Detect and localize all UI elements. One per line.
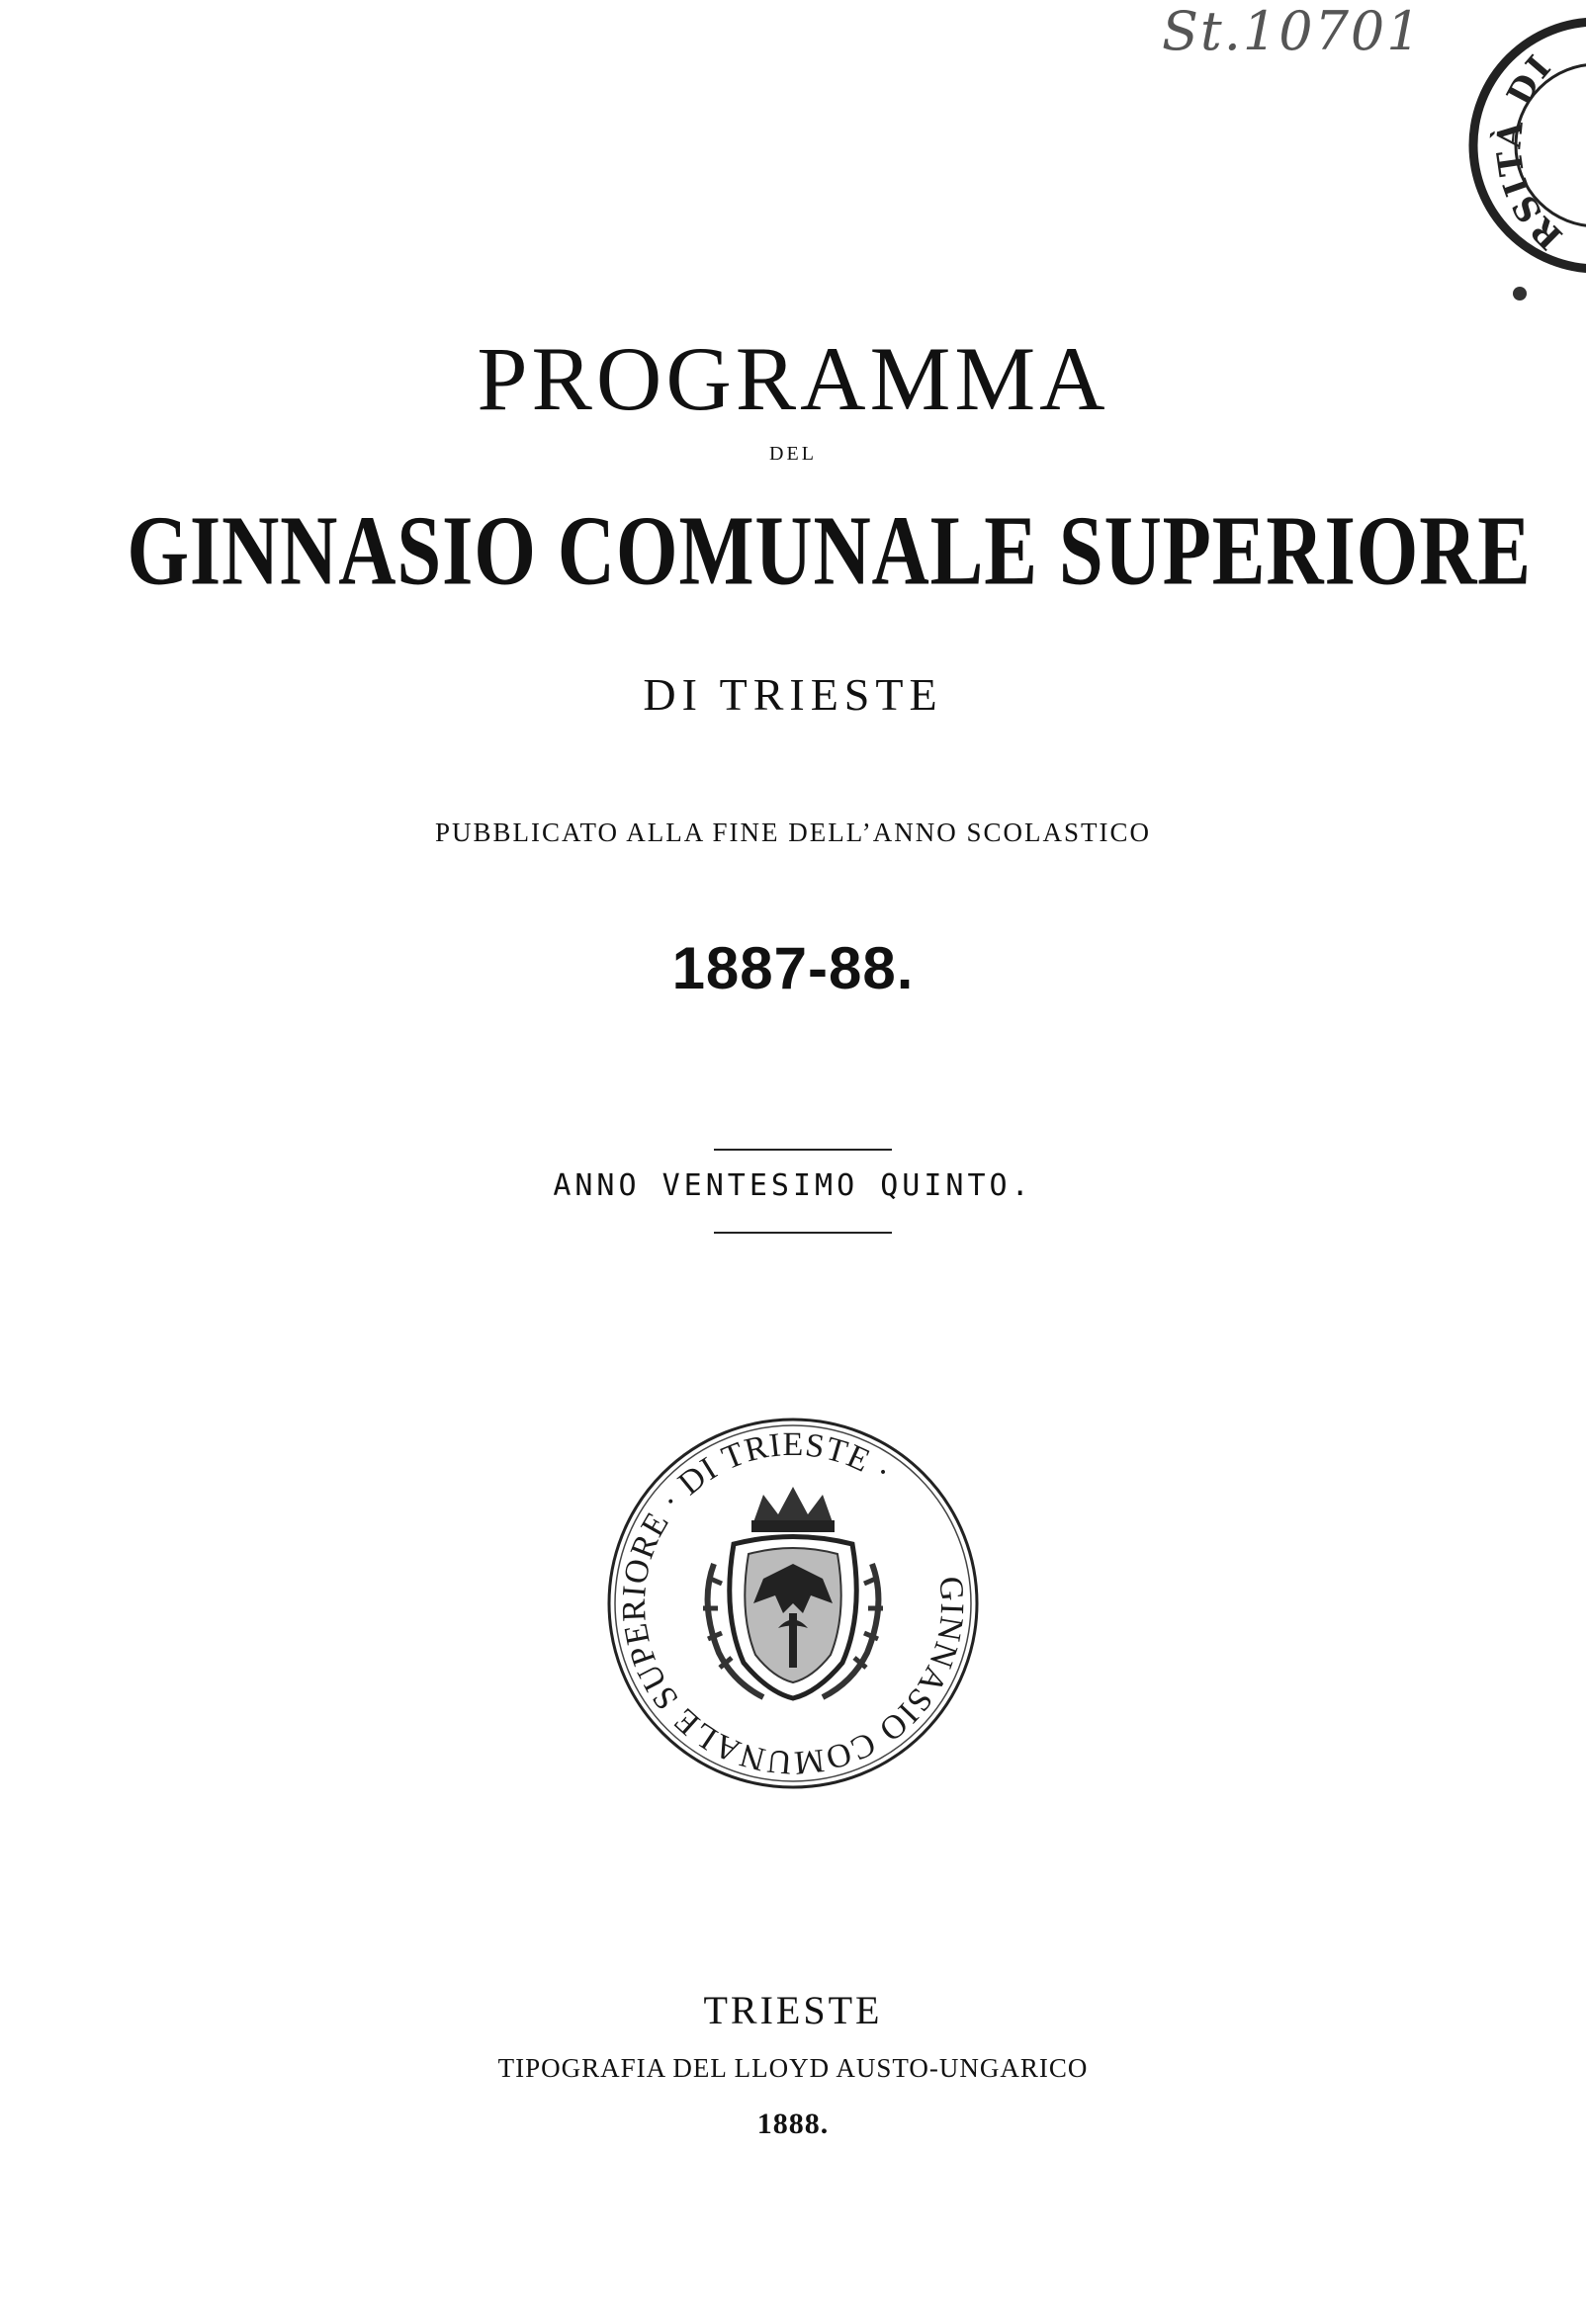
coat-of-arms-icon xyxy=(703,1487,883,1698)
imprint-printer: TIPOGRAFIA DEL LLOYD AUSTO-UNGARICO xyxy=(497,2053,1089,2083)
school-year: 1887-88. xyxy=(671,935,915,1001)
title-school: GINNASIO COMUNALE SUPERIORE xyxy=(127,494,1532,606)
title-city: DI TRIESTE xyxy=(643,669,943,720)
divider-top xyxy=(714,1149,892,1151)
title-main: PROGRAMMA xyxy=(477,328,1109,429)
library-stamp-icon xyxy=(1463,10,1586,277)
imprint-year: 1888. xyxy=(756,2108,830,2140)
imprint-city: TRIESTE xyxy=(703,1988,883,2032)
subtitle: PUBBLICATO ALLA FINE DELL’ANNO SCOLASTICO xyxy=(434,818,1152,847)
call-number: St.10701 xyxy=(1162,0,1423,62)
library-stamp-text: RSITÀ DI xyxy=(1489,46,1571,257)
divider-bottom xyxy=(714,1232,892,1234)
school-seal xyxy=(605,1416,981,1791)
title-connector: DEL xyxy=(769,443,817,465)
seal-text: GINNASIO COMUNALE SUPERIORE · DI TRIESTE · xyxy=(615,1425,971,1781)
edition-label: ANNO VENTESIMO QUINTO. xyxy=(553,1168,1033,1203)
ink-speck xyxy=(1513,287,1527,301)
